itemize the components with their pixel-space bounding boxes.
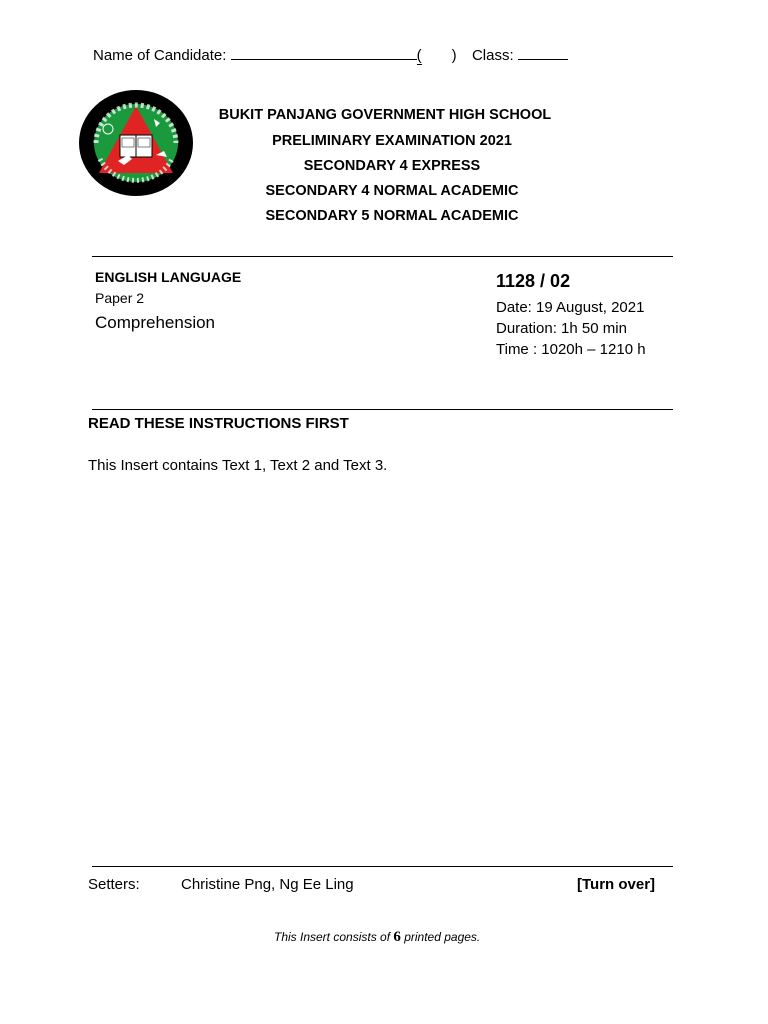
instructions-heading: READ THESE INSTRUCTIONS FIRST — [88, 415, 349, 432]
level-3: SECONDARY 5 NORMAL ACADEMIC — [265, 208, 519, 224]
paren-close: ) — [451, 47, 457, 64]
class-blank[interactable] — [518, 44, 568, 60]
page-count-suffix: printed pages. — [400, 930, 481, 944]
school-crest-logo — [78, 89, 194, 197]
divider-top — [92, 256, 673, 257]
level-1: SECONDARY 4 EXPRESS — [303, 158, 481, 174]
exam-date: Date: 19 August, 2021 — [496, 299, 645, 316]
name-label: Name of Candidate: — [93, 47, 227, 64]
candidate-line — [93, 44, 568, 64]
class-label: Class: — [471, 47, 514, 64]
page-count-prefix: This Insert consists of — [274, 930, 394, 944]
exam-title: PRELIMINARY EXAMINATION 2021 — [272, 133, 512, 149]
paren-open: ( — [416, 47, 422, 64]
divider-mid — [92, 409, 673, 410]
component: Comprehension — [95, 313, 216, 332]
page-count-note — [274, 929, 480, 946]
exam-duration: Duration: 1h 50 min — [496, 320, 627, 337]
instructions-body: This Insert contains Text 1, Text 2 and Text 3. — [88, 457, 388, 474]
paper-code: 1128 / 02 — [496, 271, 571, 291]
turn-over: [Turn over] — [577, 876, 656, 893]
divider-bottom — [92, 866, 673, 867]
exam-time: Time : 1020h – 1210 h — [496, 341, 646, 358]
school-name: BUKIT PANJANG GOVERNMENT HIGH SCHOOL — [218, 107, 552, 123]
setters-names: Christine Png, Ng Ee Ling — [181, 876, 354, 893]
subject: ENGLISH LANGUAGE — [95, 269, 242, 285]
level-2: SECONDARY 4 NORMAL ACADEMIC — [265, 183, 519, 199]
name-blank[interactable] — [231, 44, 417, 60]
page-count-number: 6 — [393, 929, 401, 945]
paper-number: Paper 2 — [95, 290, 145, 306]
setters-label: Setters: — [88, 876, 140, 893]
